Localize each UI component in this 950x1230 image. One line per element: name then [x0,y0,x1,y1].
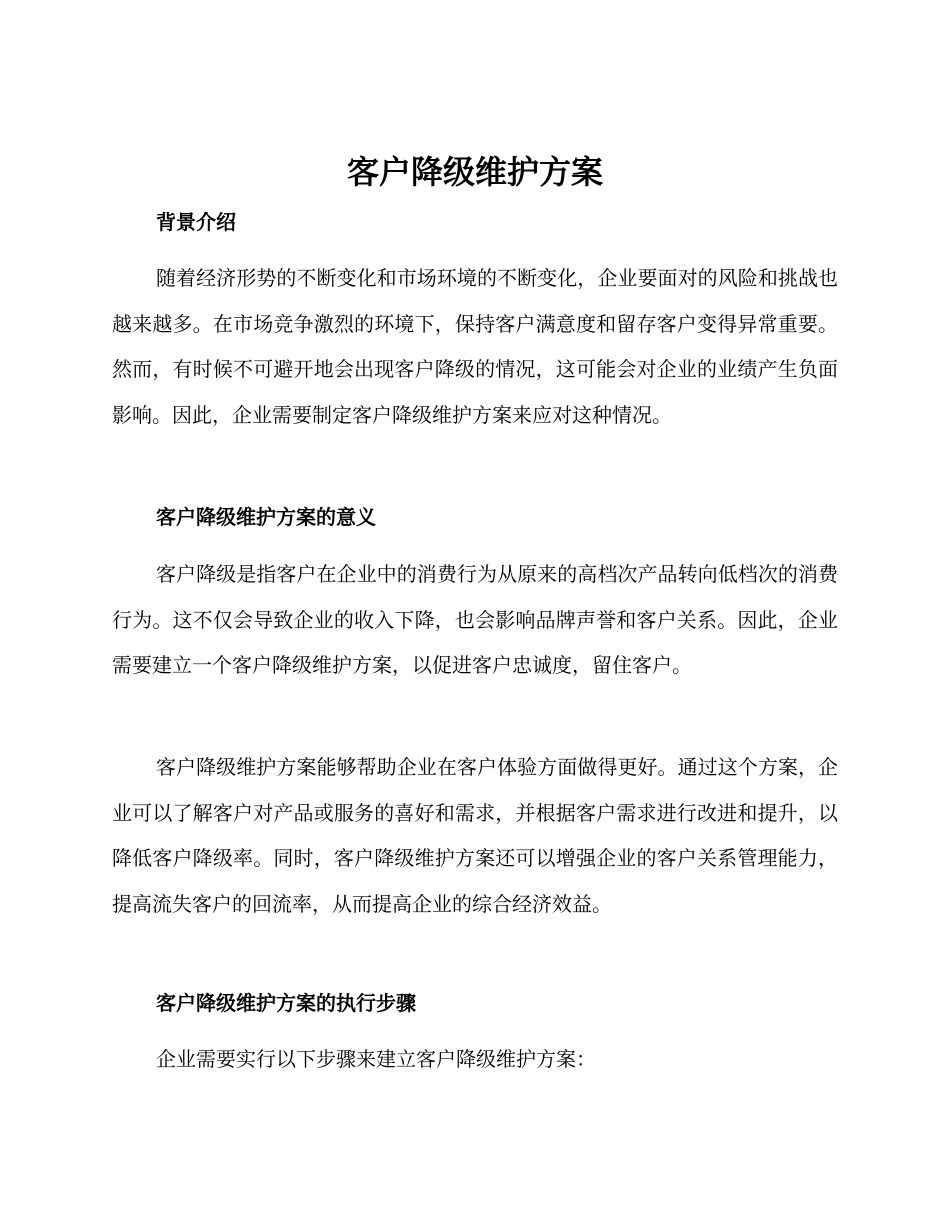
section-heading-significance: 客户降级维护方案的意义 [156,505,376,529]
paragraph-significance-1: 客户降级是指客户在企业中的消费行为从原来的高档次产品转向低档次的消费行为。这不仅会导致企业的收入下降，也会影响品牌声誉和客户关系。因此，企业需要建立一个客户降级维护方案，以促进客户忠诚度，留住客户。 [112,562,838,677]
paragraph-background: 随着经济形势的不断变化和市场环境的不断变化，企业要面对的风险和挑战也越来越多。在市场竞争激烈的环境下，保持客户满意度和留存客户变得异常重要。然而，有时候不可避开地会出现客户降级的情况，这可能会对企业的业绩产生负面影响。因此，企业需要制定客户降级维护方案来应对这种情况。 [112,266,838,427]
section-heading-steps: 客户降级维护方案的执行步骤 [156,991,416,1015]
document-title: 客户降级维护方案 [346,153,603,191]
section-heading-background: 背景介绍 [156,210,236,234]
paragraph-significance-2: 客户降级维护方案能够帮助企业在客户体验方面做得更好。通过这个方案，企业可以了解客户对产品或服务的喜好和需求，并根据客户需求进行改进和提升，以降低客户降级率。同时，客户降级维护方案还可以增强企业的客户关系管理能力，提高流失客户的回流率，从而提高企业的综合经济效益。 [112,755,838,916]
paragraph-steps-intro: 企业需要实行以下步骤来建立客户降级维护方案： [156,1047,596,1071]
